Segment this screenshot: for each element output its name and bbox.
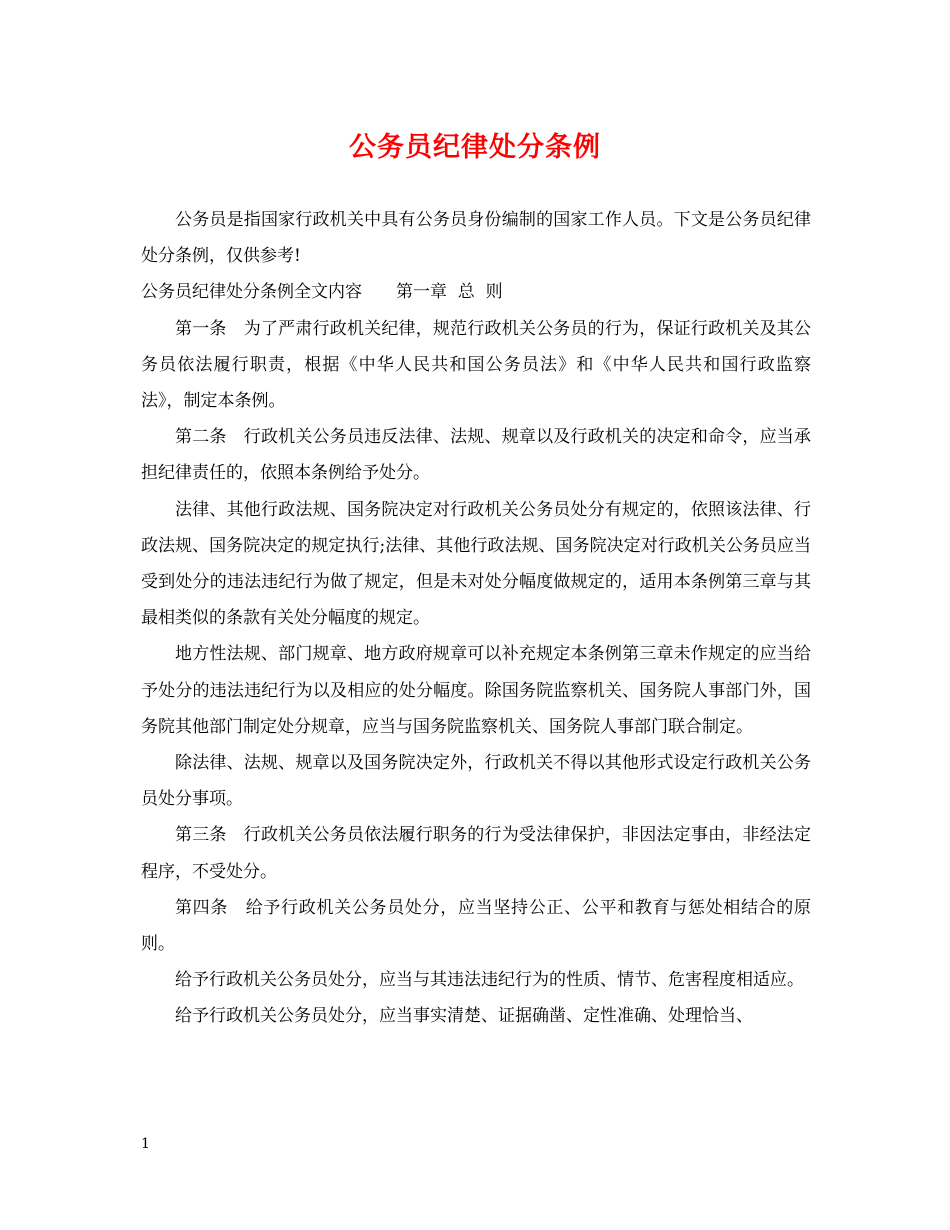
chapter-heading-line: 公务员纪律处分条例全文内容 第一章 总 则 <box>141 282 503 303</box>
paragraph: 法律、其他行政法规、国务院决定对行政机关公务员处分有规定的，依照该法律、行政法规、国务院决定的规定执行;法律、其他行政法规、国务院决定对行政机关公务员应当受到处分的违法违纪行为做了规定，但是未对处分幅度做规定的，适用本条例第三章与其最相类似的条款有关处分幅度的规定。 <box>141 499 811 629</box>
paragraph: 给予行政机关公务员处分，应当事实清楚、证据确凿、定性准确、处理恰当、 <box>175 1006 753 1027</box>
paragraph: 地方性法规、部门规章、地方政府规章可以补充规定本条例第三章未作规定的应当给予处分的违法违纪行为以及相应的处分幅度。除国务院监察机关、国务院人事部门外，国务院其他部门制定处分规章，应当与国务院监察机关、国务院人事部门联合制定。 <box>141 644 811 737</box>
article-4-paragraph: 第四条 给予行政机关公务员处分，应当坚持公正、公平和教育与惩处相结合的原则。 <box>141 897 811 955</box>
article-2-paragraph: 第二条 行政机关公务员违反法律、法规、规章以及行政机关的决定和命令，应当承担纪律责任的，依照本条例给予处分。 <box>141 427 811 484</box>
page-title: 公务员纪律处分条例 <box>349 132 601 163</box>
page-number: 1 <box>141 1136 150 1152</box>
paragraph: 除法律、法规、规章以及国务院决定外，行政机关不得以其他形式设定行政机关公务员处分事项。 <box>141 753 811 810</box>
article-1-paragraph: 第一条 为了严肃行政机关纪律，规范行政机关公务员的行为，保证行政机关及其公务员依法履行职责，根据《中华人民共和国公务员法》和《中华人民共和国行政监察法》，制定本条例。 <box>141 318 811 412</box>
paragraph: 公务员是指国家行政机关中具有公务员身份编制的国家工作人员。下文是公务员纪律处分条例，仅供参考! <box>141 210 811 267</box>
paragraph: 给予行政机关公务员处分，应当与其违法违纪行为的性质、情节、危害程度相适应。 <box>175 970 804 991</box>
article-3-paragraph: 第三条 行政机关公务员依法履行职务的行为受法律保护，非因法定事由，非经法定程序，不受处分。 <box>141 825 811 882</box>
document-body <box>141 202 811 1035</box>
